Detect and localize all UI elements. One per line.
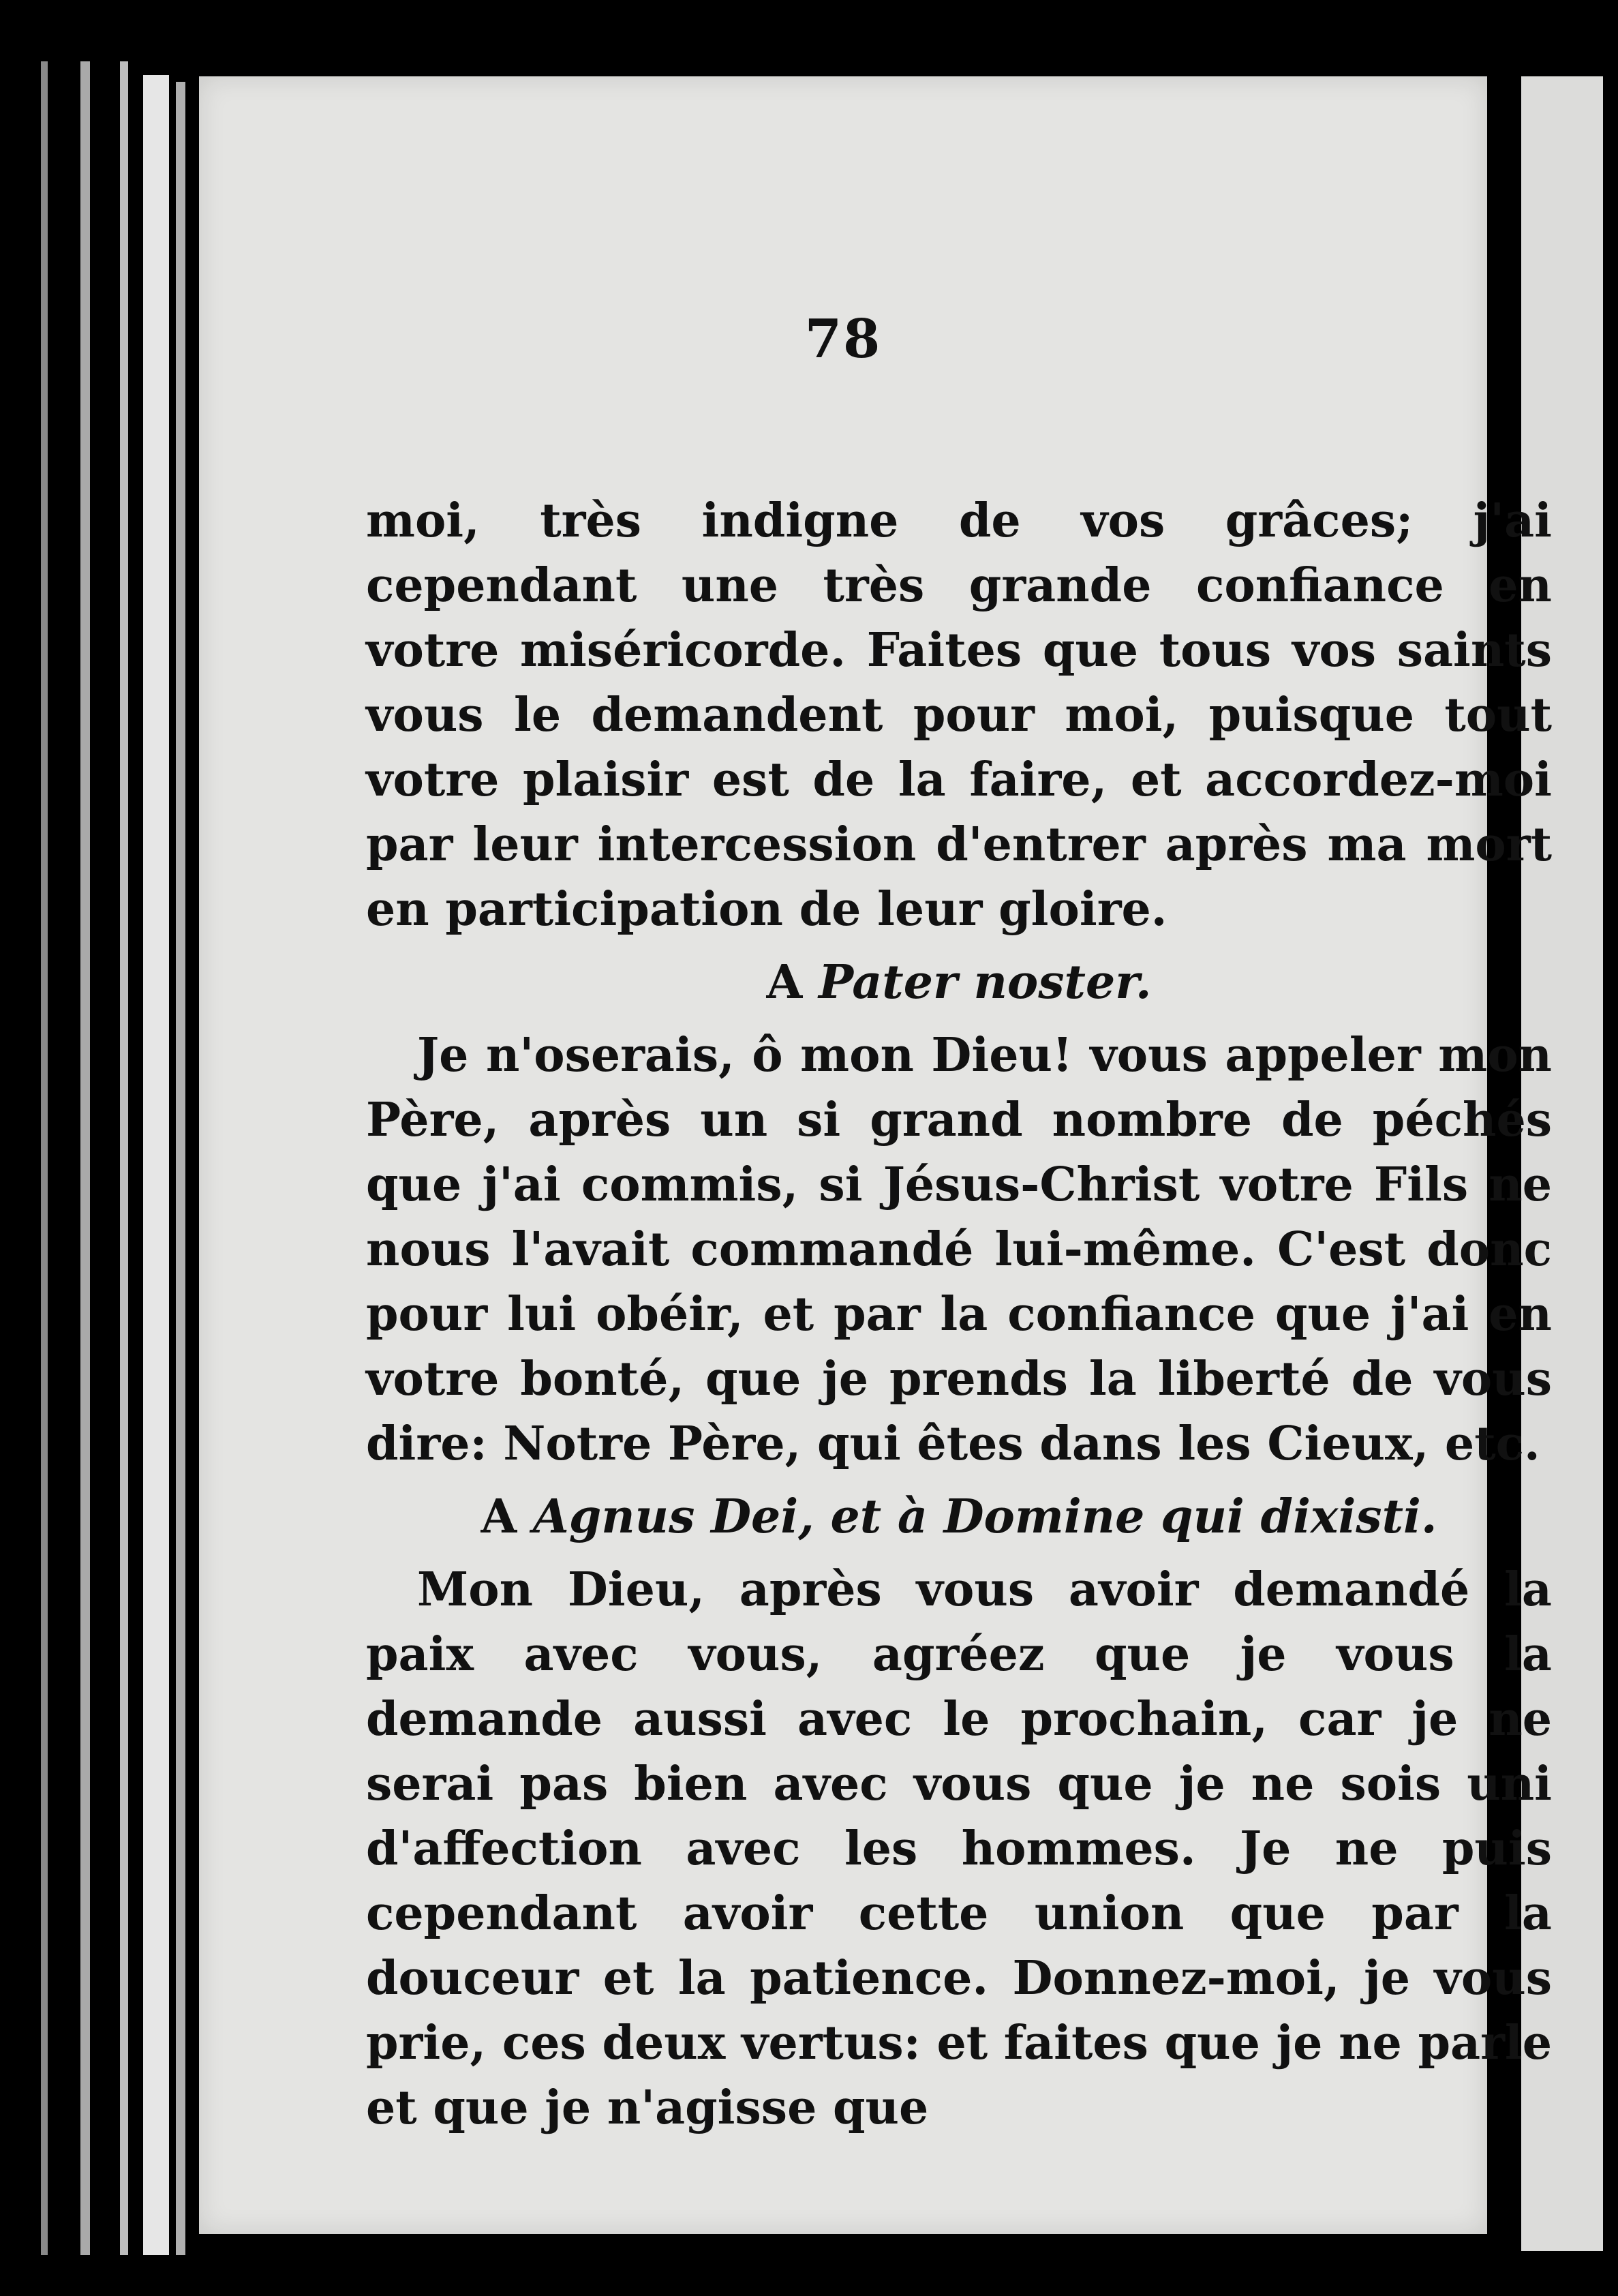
page-text-block: [366, 489, 1552, 2141]
section-heading-agnus: [366, 1485, 1552, 1550]
binding-stripe: [80, 61, 90, 2255]
binding-stripe: [120, 61, 128, 2255]
paragraph-pater: Je n'oserais, ô mon Dieu! vous appeler mon Père, après un si grand nombre de péchés que j'ai commis, si Jésus-Christ votre Fils ne nous l'avait commandé lui-même. C'est donc pour lui obéir, et par la confiance que j'ai en votre bonté, que je prends la liberté de vous dire: Notre Père, qui êtes dans les Cieux, etc.: [366, 1028, 1552, 1471]
book-binding: [0, 0, 204, 2296]
book-page: [199, 76, 1552, 2234]
heading-title: Pater noster.: [818, 955, 1152, 1010]
paragraph-agnus: Mon Dieu, après vous avoir demandé la paix avec vous, agréez que je vous la demande aussi avec le prochain, car je ne serai pas bien avec vous que je ne sois uni d'affection avec les hommes. Je ne puis cependant avoir cette union que par la douceur et la patience. Donnez-moi, je vous prie, ces deux vertus: et faites que je ne parle et que je n'agisse que: [366, 1562, 1552, 2135]
binding-stripe: [176, 82, 185, 2255]
heading-prefix: A: [766, 955, 803, 1010]
page-number: 78: [804, 308, 882, 370]
heading-title: Agnus Dei, et à Domine qui dixisti.: [532, 1490, 1437, 1544]
heading-prefix: A: [480, 1490, 517, 1544]
binding-stripe: [143, 75, 169, 2255]
section-heading-pater: [366, 950, 1552, 1015]
binding-stripe: [41, 61, 48, 2255]
paragraph-continuation: moi, très indigne de vos grâces; j'ai cependant une très grande confiance en votre miséricorde. Faites que tous vos saints vous le demandent pour moi, puisque tout votre plaisir est de la faire, et accordez-moi par leur intercession d'entrer après ma mort en participation de leur gloire.: [366, 494, 1552, 937]
